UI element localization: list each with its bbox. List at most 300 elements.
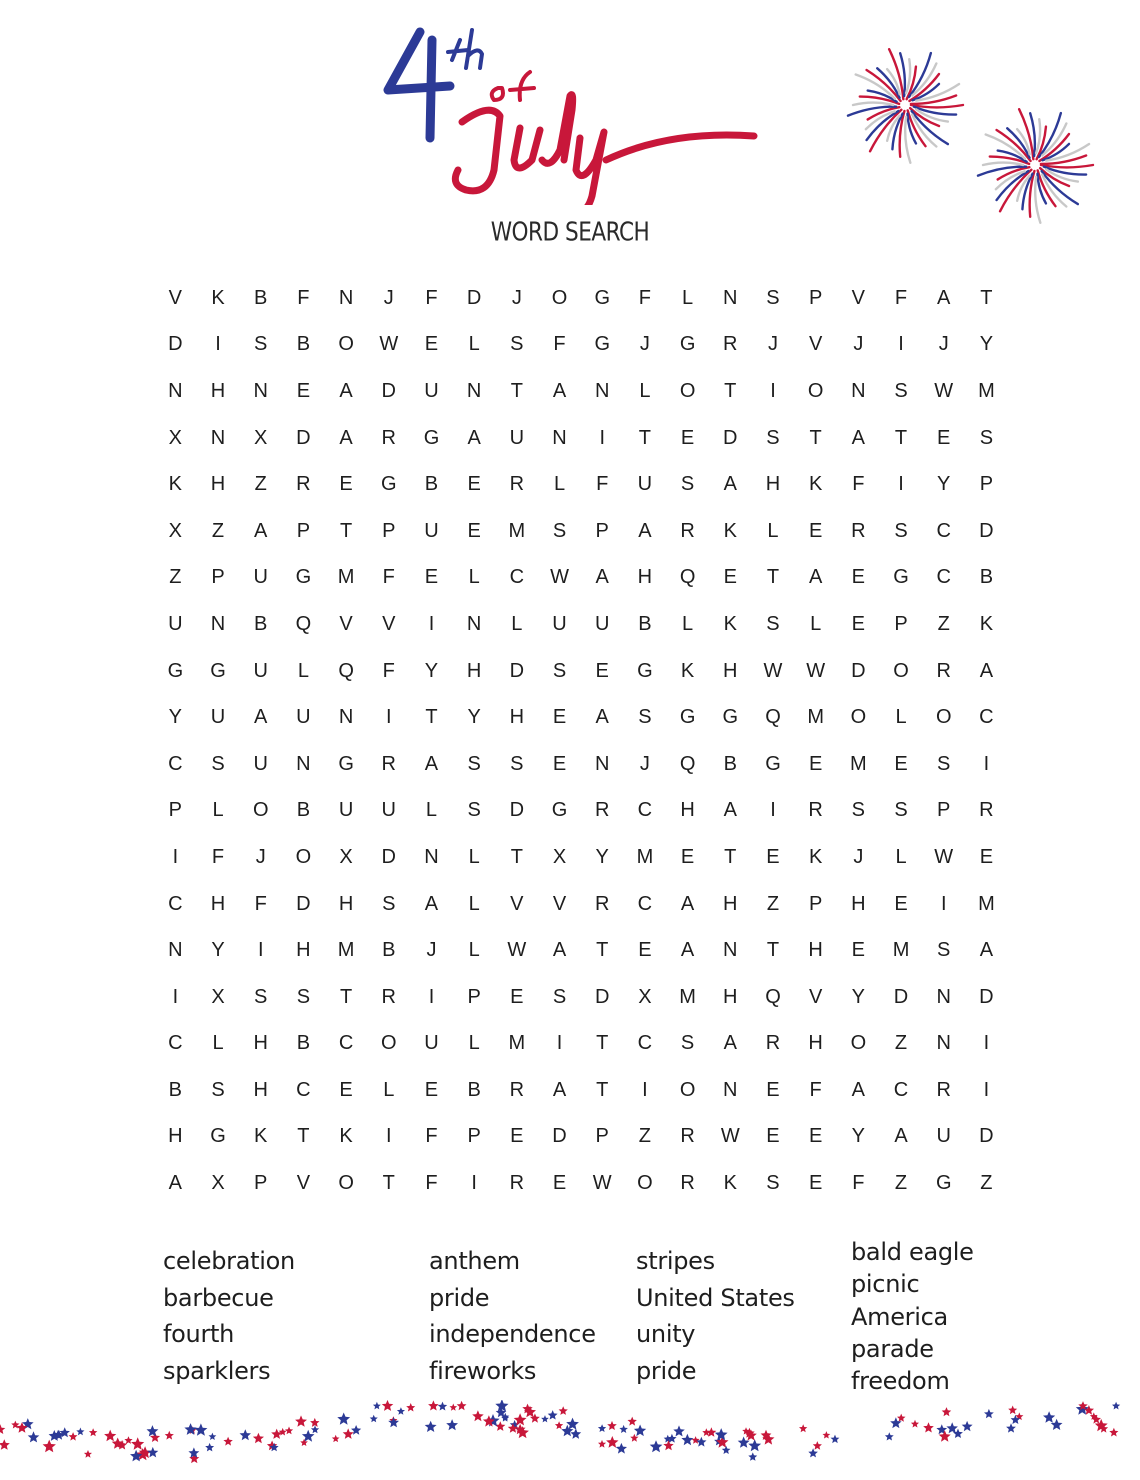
grid-letter[interactable]: D — [168, 333, 183, 356]
grid-letter[interactable]: F — [553, 333, 566, 356]
grid-letter[interactable]: I — [983, 1032, 990, 1055]
grid-letter[interactable]: M — [636, 845, 654, 868]
grid-letter[interactable]: W — [806, 659, 826, 682]
grid-letter[interactable]: T — [894, 426, 908, 449]
grid-letter[interactable]: U — [936, 1125, 951, 1148]
grid-letter[interactable]: H — [723, 985, 738, 1008]
grid-letter[interactable]: D — [979, 985, 994, 1008]
grid-letter[interactable]: X — [339, 845, 353, 868]
grid-letter[interactable]: T — [596, 939, 609, 962]
grid-letter[interactable]: S — [680, 1032, 695, 1055]
grid-letter[interactable]: Y — [937, 473, 951, 496]
grid-letter[interactable]: S — [680, 473, 695, 496]
grid-letter[interactable]: W — [763, 659, 783, 682]
grid-letter[interactable]: H — [210, 379, 226, 402]
grid-letter[interactable]: M — [850, 752, 867, 775]
grid-letter[interactable]: V — [808, 985, 823, 1008]
grid-letter[interactable]: S — [979, 426, 994, 449]
grid-letter[interactable]: N — [594, 379, 610, 402]
grid-letter[interactable]: C — [893, 1078, 909, 1101]
grid-letter[interactable]: P — [808, 892, 823, 915]
grid-letter[interactable]: S — [937, 939, 951, 962]
grid-letter[interactable]: P — [254, 1172, 268, 1195]
grid-letter[interactable]: L — [810, 612, 822, 635]
grid-letter[interactable]: R — [936, 1078, 951, 1101]
grid-letter[interactable]: E — [808, 752, 823, 775]
grid-letter[interactable]: L — [767, 519, 779, 542]
grid-letter[interactable]: L — [383, 1078, 395, 1101]
grid-letter[interactable]: S — [894, 379, 908, 402]
grid-letter[interactable]: A — [339, 426, 353, 449]
grid-letter[interactable]: S — [766, 612, 780, 635]
grid-letter[interactable]: Z — [894, 1172, 908, 1195]
grid-letter[interactable]: G — [765, 752, 781, 775]
grid-letter[interactable]: R — [381, 426, 396, 449]
grid-letter[interactable]: S — [552, 659, 567, 682]
grid-letter[interactable]: Y — [595, 845, 609, 868]
grid-letter[interactable]: W — [592, 1172, 612, 1195]
grid-letter[interactable]: N — [936, 1032, 951, 1055]
grid-letter[interactable]: A — [552, 1078, 567, 1101]
grid-letter[interactable]: P — [296, 519, 311, 542]
grid-letter[interactable]: I — [770, 379, 776, 402]
grid-letter[interactable]: T — [596, 1032, 609, 1055]
grid-letter[interactable]: T — [596, 1078, 609, 1101]
grid-letter[interactable]: N — [552, 426, 567, 449]
grid-letter[interactable]: L — [553, 473, 566, 496]
grid-letter[interactable]: A — [424, 892, 439, 915]
grid-letter[interactable]: I — [172, 845, 179, 868]
grid-letter[interactable]: T — [724, 379, 737, 402]
grid-letter[interactable]: H — [723, 659, 738, 682]
grid-letter[interactable]: M — [337, 939, 355, 962]
grid-letter[interactable]: J — [853, 845, 864, 868]
grid-letter[interactable]: D — [552, 1125, 567, 1148]
grid-letter[interactable]: N — [210, 426, 226, 449]
grid-letter[interactable]: H — [168, 1125, 183, 1148]
grid-letter[interactable]: V — [510, 892, 524, 915]
grid-letter[interactable]: C — [637, 799, 653, 822]
grid-letter[interactable]: G — [295, 566, 312, 589]
grid-letter[interactable]: N — [466, 379, 482, 402]
grid-letter[interactable]: R — [594, 799, 610, 822]
grid-letter[interactable]: A — [467, 426, 481, 449]
grid-letter[interactable]: L — [511, 612, 523, 635]
grid-letter[interactable]: R — [509, 1078, 525, 1101]
grid-letter[interactable]: V — [851, 286, 866, 309]
grid-letter[interactable]: A — [979, 659, 994, 682]
grid-letter[interactable]: A — [808, 566, 823, 589]
grid-letter[interactable]: L — [468, 892, 480, 915]
grid-letter[interactable]: N — [168, 939, 183, 962]
grid-letter[interactable]: E — [339, 1078, 353, 1101]
grid-letter[interactable]: N — [253, 379, 268, 402]
grid-letter[interactable]: Q — [338, 659, 354, 682]
grid-letter[interactable]: V — [552, 892, 567, 915]
grid-letter[interactable]: C — [168, 892, 183, 915]
grid-letter[interactable]: H — [808, 1032, 823, 1055]
grid-letter[interactable]: E — [680, 845, 695, 868]
grid-letter[interactable]: E — [510, 985, 524, 1008]
grid-letter[interactable]: S — [552, 985, 567, 1008]
grid-letter[interactable]: T — [510, 379, 523, 402]
grid-letter[interactable]: E — [552, 752, 567, 775]
grid-letter[interactable]: L — [468, 845, 480, 868]
grid-letter[interactable]: X — [168, 519, 183, 542]
grid-letter[interactable]: P — [211, 566, 225, 589]
grid-letter[interactable]: P — [894, 612, 908, 635]
grid-letter[interactable]: A — [168, 1172, 183, 1195]
grid-letter[interactable]: Z — [638, 1125, 652, 1148]
grid-letter[interactable]: Y — [168, 706, 183, 729]
grid-letter[interactable]: A — [595, 566, 609, 589]
grid-letter[interactable]: M — [679, 985, 696, 1008]
grid-letter[interactable]: Z — [894, 1032, 908, 1055]
grid-letter[interactable]: P — [595, 519, 609, 542]
grid-letter[interactable]: E — [808, 1125, 823, 1148]
grid-letter[interactable]: I — [428, 612, 435, 635]
grid-letter[interactable]: Y — [467, 706, 481, 729]
grid-letter[interactable]: H — [808, 939, 823, 962]
grid-letter[interactable]: F — [382, 659, 395, 682]
grid-letter[interactable]: H — [210, 892, 226, 915]
grid-letter[interactable]: X — [211, 1172, 225, 1195]
grid-letter[interactable]: T — [382, 1172, 395, 1195]
grid-letter[interactable]: U — [424, 519, 439, 542]
grid-letter[interactable]: Q — [295, 612, 312, 635]
grid-letter[interactable]: D — [466, 286, 482, 309]
grid-letter[interactable]: K — [339, 1125, 353, 1148]
grid-letter[interactable]: W — [934, 379, 954, 402]
grid-letter[interactable]: E — [595, 659, 609, 682]
grid-letter[interactable]: I — [983, 752, 990, 775]
grid-letter[interactable]: S — [894, 799, 908, 822]
grid-letter[interactable]: N — [296, 752, 311, 775]
grid-letter[interactable]: E — [808, 1172, 823, 1195]
grid-letter[interactable]: G — [594, 286, 610, 309]
grid-letter[interactable]: E — [894, 752, 908, 775]
grid-letter[interactable]: D — [851, 659, 866, 682]
grid-letter[interactable]: M — [892, 939, 910, 962]
grid-letter[interactable]: O — [935, 706, 952, 729]
grid-letter[interactable]: E — [979, 845, 994, 868]
grid-letter[interactable]: D — [893, 985, 909, 1008]
grid-letter[interactable]: I — [471, 1172, 477, 1195]
grid-letter[interactable]: M — [508, 519, 526, 542]
grid-letter[interactable]: I — [556, 1032, 563, 1055]
grid-letter[interactable]: Q — [765, 985, 781, 1008]
grid-letter[interactable]: D — [509, 659, 525, 682]
grid-letter[interactable]: J — [639, 752, 650, 775]
grid-letter[interactable]: H — [338, 892, 354, 915]
grid-letter[interactable]: B — [424, 473, 439, 496]
grid-letter[interactable]: M — [508, 1032, 526, 1055]
grid-letter[interactable]: U — [253, 752, 268, 775]
grid-letter[interactable]: S — [211, 1078, 225, 1101]
grid-letter[interactable]: H — [851, 892, 866, 915]
grid-letter[interactable]: S — [510, 333, 524, 356]
grid-letter[interactable]: E — [510, 1125, 524, 1148]
grid-letter[interactable]: E — [339, 473, 353, 496]
grid-letter[interactable]: B — [296, 1032, 311, 1055]
grid-letter[interactable]: Y — [851, 1125, 866, 1148]
grid-letter[interactable]: A — [937, 286, 951, 309]
grid-letter[interactable]: V — [382, 612, 396, 635]
grid-letter[interactable]: I — [215, 333, 221, 356]
grid-letter[interactable]: X — [552, 845, 567, 868]
grid-letter[interactable]: D — [594, 985, 610, 1008]
grid-letter[interactable]: A — [894, 1125, 908, 1148]
grid-letter[interactable]: J — [853, 333, 864, 356]
grid-letter[interactable]: R — [680, 1172, 695, 1195]
grid-letter[interactable]: U — [424, 1032, 439, 1055]
grid-letter[interactable]: I — [898, 333, 904, 356]
grid-letter[interactable]: B — [254, 286, 268, 309]
grid-letter[interactable]: K — [211, 286, 225, 309]
grid-letter[interactable]: A — [851, 1078, 866, 1101]
grid-letter[interactable]: T — [339, 519, 353, 542]
grid-letter[interactable]: H — [466, 659, 482, 682]
grid-letter[interactable]: D — [509, 799, 525, 822]
grid-letter[interactable]: I — [983, 1078, 990, 1101]
grid-letter[interactable]: F — [809, 1078, 822, 1101]
grid-letter[interactable]: C — [637, 892, 653, 915]
grid-letter[interactable]: W — [550, 566, 569, 589]
grid-letter[interactable]: E — [894, 892, 908, 915]
grid-letter[interactable]: P — [595, 1125, 609, 1148]
grid-letter[interactable]: I — [386, 706, 392, 729]
grid-letter[interactable]: U — [509, 426, 525, 449]
grid-letter[interactable]: R — [723, 333, 738, 356]
grid-letter[interactable]: F — [894, 286, 908, 309]
grid-letter[interactable]: R — [680, 1125, 695, 1148]
grid-letter[interactable]: G — [722, 706, 739, 729]
grid-letter[interactable]: U — [338, 799, 354, 822]
grid-letter[interactable]: V — [168, 286, 183, 309]
grid-letter[interactable]: F — [852, 473, 865, 496]
grid-letter[interactable]: W — [720, 1125, 740, 1148]
grid-letter[interactable]: H — [680, 799, 695, 822]
grid-letter[interactable]: C — [168, 1032, 183, 1055]
grid-letter[interactable]: Y — [979, 333, 994, 356]
grid-letter[interactable]: Z — [169, 566, 182, 589]
grid-letter[interactable]: E — [766, 1125, 780, 1148]
grid-letter[interactable]: Y — [211, 939, 225, 962]
grid-letter[interactable]: R — [594, 892, 610, 915]
grid-letter[interactable]: E — [851, 566, 866, 589]
grid-letter[interactable]: M — [337, 566, 355, 589]
grid-letter[interactable]: F — [425, 1172, 438, 1195]
grid-letter[interactable]: A — [680, 939, 695, 962]
grid-letter[interactable]: L — [682, 286, 694, 309]
grid-letter[interactable]: X — [211, 985, 225, 1008]
grid-letter[interactable]: E — [723, 566, 737, 589]
grid-letter[interactable]: F — [425, 1125, 438, 1148]
grid-letter[interactable]: B — [296, 799, 311, 822]
grid-letter[interactable]: M — [978, 379, 995, 402]
grid-letter[interactable]: G — [893, 566, 909, 589]
grid-letter[interactable]: B — [979, 566, 994, 589]
grid-letter[interactable]: F — [382, 566, 395, 589]
grid-letter[interactable]: K — [723, 612, 737, 635]
grid-letter[interactable]: B — [168, 1078, 183, 1101]
grid-letter[interactable]: O — [252, 799, 269, 822]
grid-letter[interactable]: L — [425, 799, 438, 822]
grid-letter[interactable]: O — [893, 659, 909, 682]
grid-letter[interactable]: A — [339, 379, 353, 402]
grid-letter[interactable]: N — [851, 379, 866, 402]
grid-letter[interactable]: T — [425, 706, 438, 729]
grid-letter[interactable]: S — [510, 752, 524, 775]
grid-letter[interactable]: O — [295, 845, 312, 868]
grid-letter[interactable]: E — [766, 845, 780, 868]
grid-letter[interactable]: B — [723, 752, 737, 775]
grid-letter[interactable]: K — [680, 659, 695, 682]
grid-letter[interactable]: P — [937, 799, 951, 822]
grid-letter[interactable]: N — [424, 845, 439, 868]
grid-letter[interactable]: F — [425, 286, 438, 309]
grid-letter[interactable]: S — [552, 519, 567, 542]
grid-letter[interactable]: O — [551, 286, 568, 309]
grid-letter[interactable]: N — [210, 612, 226, 635]
grid-letter[interactable]: G — [637, 659, 653, 682]
grid-letter[interactable]: C — [979, 706, 994, 729]
grid-letter[interactable]: N — [338, 286, 354, 309]
grid-letter[interactable]: J — [383, 286, 394, 309]
grid-letter[interactable]: L — [212, 1032, 224, 1055]
grid-letter[interactable]: I — [428, 985, 435, 1008]
grid-letter[interactable]: C — [637, 1032, 653, 1055]
grid-letter[interactable]: I — [257, 939, 264, 962]
grid-letter[interactable]: E — [638, 939, 652, 962]
grid-letter[interactable]: S — [382, 892, 396, 915]
grid-letter[interactable]: E — [766, 1078, 780, 1101]
grid-letter[interactable]: E — [851, 612, 866, 635]
grid-letter[interactable]: G — [423, 426, 440, 449]
grid-letter[interactable]: S — [766, 426, 780, 449]
grid-letter[interactable]: E — [552, 706, 567, 729]
grid-letter[interactable]: G — [594, 333, 610, 356]
grid-letter[interactable]: I — [770, 799, 776, 822]
grid-letter[interactable]: A — [595, 706, 609, 729]
grid-letter[interactable]: N — [723, 286, 738, 309]
grid-letter[interactable]: L — [468, 566, 480, 589]
grid-letter[interactable]: X — [168, 426, 183, 449]
grid-letter[interactable]: U — [594, 612, 610, 635]
grid-letter[interactable]: Q — [679, 566, 696, 589]
grid-letter[interactable]: C — [936, 566, 951, 589]
grid-letter[interactable]: E — [467, 519, 481, 542]
grid-letter[interactable]: E — [552, 1172, 567, 1195]
grid-letter[interactable]: U — [253, 659, 268, 682]
grid-letter[interactable]: S — [254, 333, 268, 356]
grid-letter[interactable]: R — [381, 985, 396, 1008]
grid-letter[interactable]: S — [296, 985, 311, 1008]
grid-letter[interactable]: P — [467, 985, 481, 1008]
grid-letter[interactable]: J — [938, 333, 949, 356]
grid-letter[interactable]: A — [552, 939, 567, 962]
grid-letter[interactable]: B — [296, 333, 311, 356]
grid-letter[interactable]: T — [980, 286, 993, 309]
grid-letter[interactable]: R — [509, 473, 525, 496]
grid-letter[interactable]: F — [596, 473, 609, 496]
grid-letter[interactable]: T — [809, 426, 822, 449]
grid-letter[interactable]: N — [338, 706, 354, 729]
grid-letter[interactable]: D — [381, 845, 396, 868]
grid-letter[interactable]: V — [339, 612, 353, 635]
grid-letter[interactable]: L — [468, 1032, 480, 1055]
grid-letter[interactable]: F — [254, 892, 267, 915]
grid-letter[interactable]: U — [381, 799, 396, 822]
grid-letter[interactable]: S — [638, 706, 652, 729]
grid-letter[interactable]: M — [807, 706, 824, 729]
grid-letter[interactable]: O — [637, 1172, 653, 1195]
grid-letter[interactable]: N — [594, 752, 610, 775]
grid-letter[interactable]: A — [723, 799, 737, 822]
grid-letter[interactable]: A — [552, 379, 567, 402]
grid-letter[interactable]: I — [940, 892, 947, 915]
grid-letter[interactable]: R — [680, 519, 695, 542]
grid-letter[interactable]: T — [724, 845, 737, 868]
grid-letter[interactable]: H — [723, 892, 738, 915]
grid-letter[interactable]: O — [679, 379, 696, 402]
grid-letter[interactable]: U — [210, 706, 226, 729]
grid-letter[interactable]: T — [510, 845, 523, 868]
grid-letter[interactable]: Z — [937, 612, 950, 635]
grid-letter[interactable]: J — [511, 286, 522, 309]
grid-letter[interactable]: K — [808, 845, 823, 868]
grid-letter[interactable]: E — [937, 426, 951, 449]
grid-letter[interactable]: G — [935, 1172, 952, 1195]
grid-letter[interactable]: Z — [211, 519, 225, 542]
grid-letter[interactable]: O — [338, 333, 354, 356]
grid-letter[interactable]: H — [509, 706, 525, 729]
grid-letter[interactable]: B — [638, 612, 652, 635]
grid-letter[interactable]: S — [467, 752, 481, 775]
grid-letter[interactable]: L — [895, 706, 907, 729]
grid-letter[interactable]: S — [211, 752, 225, 775]
grid-letter[interactable]: F — [638, 286, 652, 309]
grid-letter[interactable]: G — [381, 473, 397, 496]
grid-letter[interactable]: W — [507, 939, 527, 962]
grid-letter[interactable]: C — [168, 752, 183, 775]
grid-letter[interactable]: X — [254, 426, 268, 449]
grid-letter[interactable]: L — [682, 612, 694, 635]
grid-letter[interactable]: J — [255, 845, 266, 868]
grid-letter[interactable]: T — [766, 939, 780, 962]
grid-letter[interactable]: E — [851, 939, 866, 962]
grid-letter[interactable]: Y — [851, 985, 866, 1008]
grid-letter[interactable]: F — [211, 845, 225, 868]
grid-letter[interactable]: O — [338, 1172, 354, 1195]
grid-letter[interactable]: P — [168, 799, 183, 822]
grid-letter[interactable]: S — [894, 519, 908, 542]
grid-letter[interactable]: X — [638, 985, 652, 1008]
grid-letter[interactable]: L — [468, 333, 480, 356]
grid-letter[interactable]: H — [253, 1078, 268, 1101]
grid-letter[interactable]: I — [599, 426, 605, 449]
grid-letter[interactable]: O — [807, 379, 824, 402]
grid-letter[interactable]: I — [172, 985, 179, 1008]
grid-letter[interactable]: A — [254, 519, 268, 542]
grid-letter[interactable]: V — [808, 333, 823, 356]
grid-letter[interactable]: D — [979, 519, 994, 542]
grid-letter[interactable]: G — [210, 659, 226, 682]
grid-letter[interactable]: R — [765, 1032, 781, 1055]
grid-letter[interactable]: D — [381, 379, 396, 402]
grid-letter[interactable]: N — [723, 1078, 738, 1101]
grid-letter[interactable]: L — [468, 939, 480, 962]
